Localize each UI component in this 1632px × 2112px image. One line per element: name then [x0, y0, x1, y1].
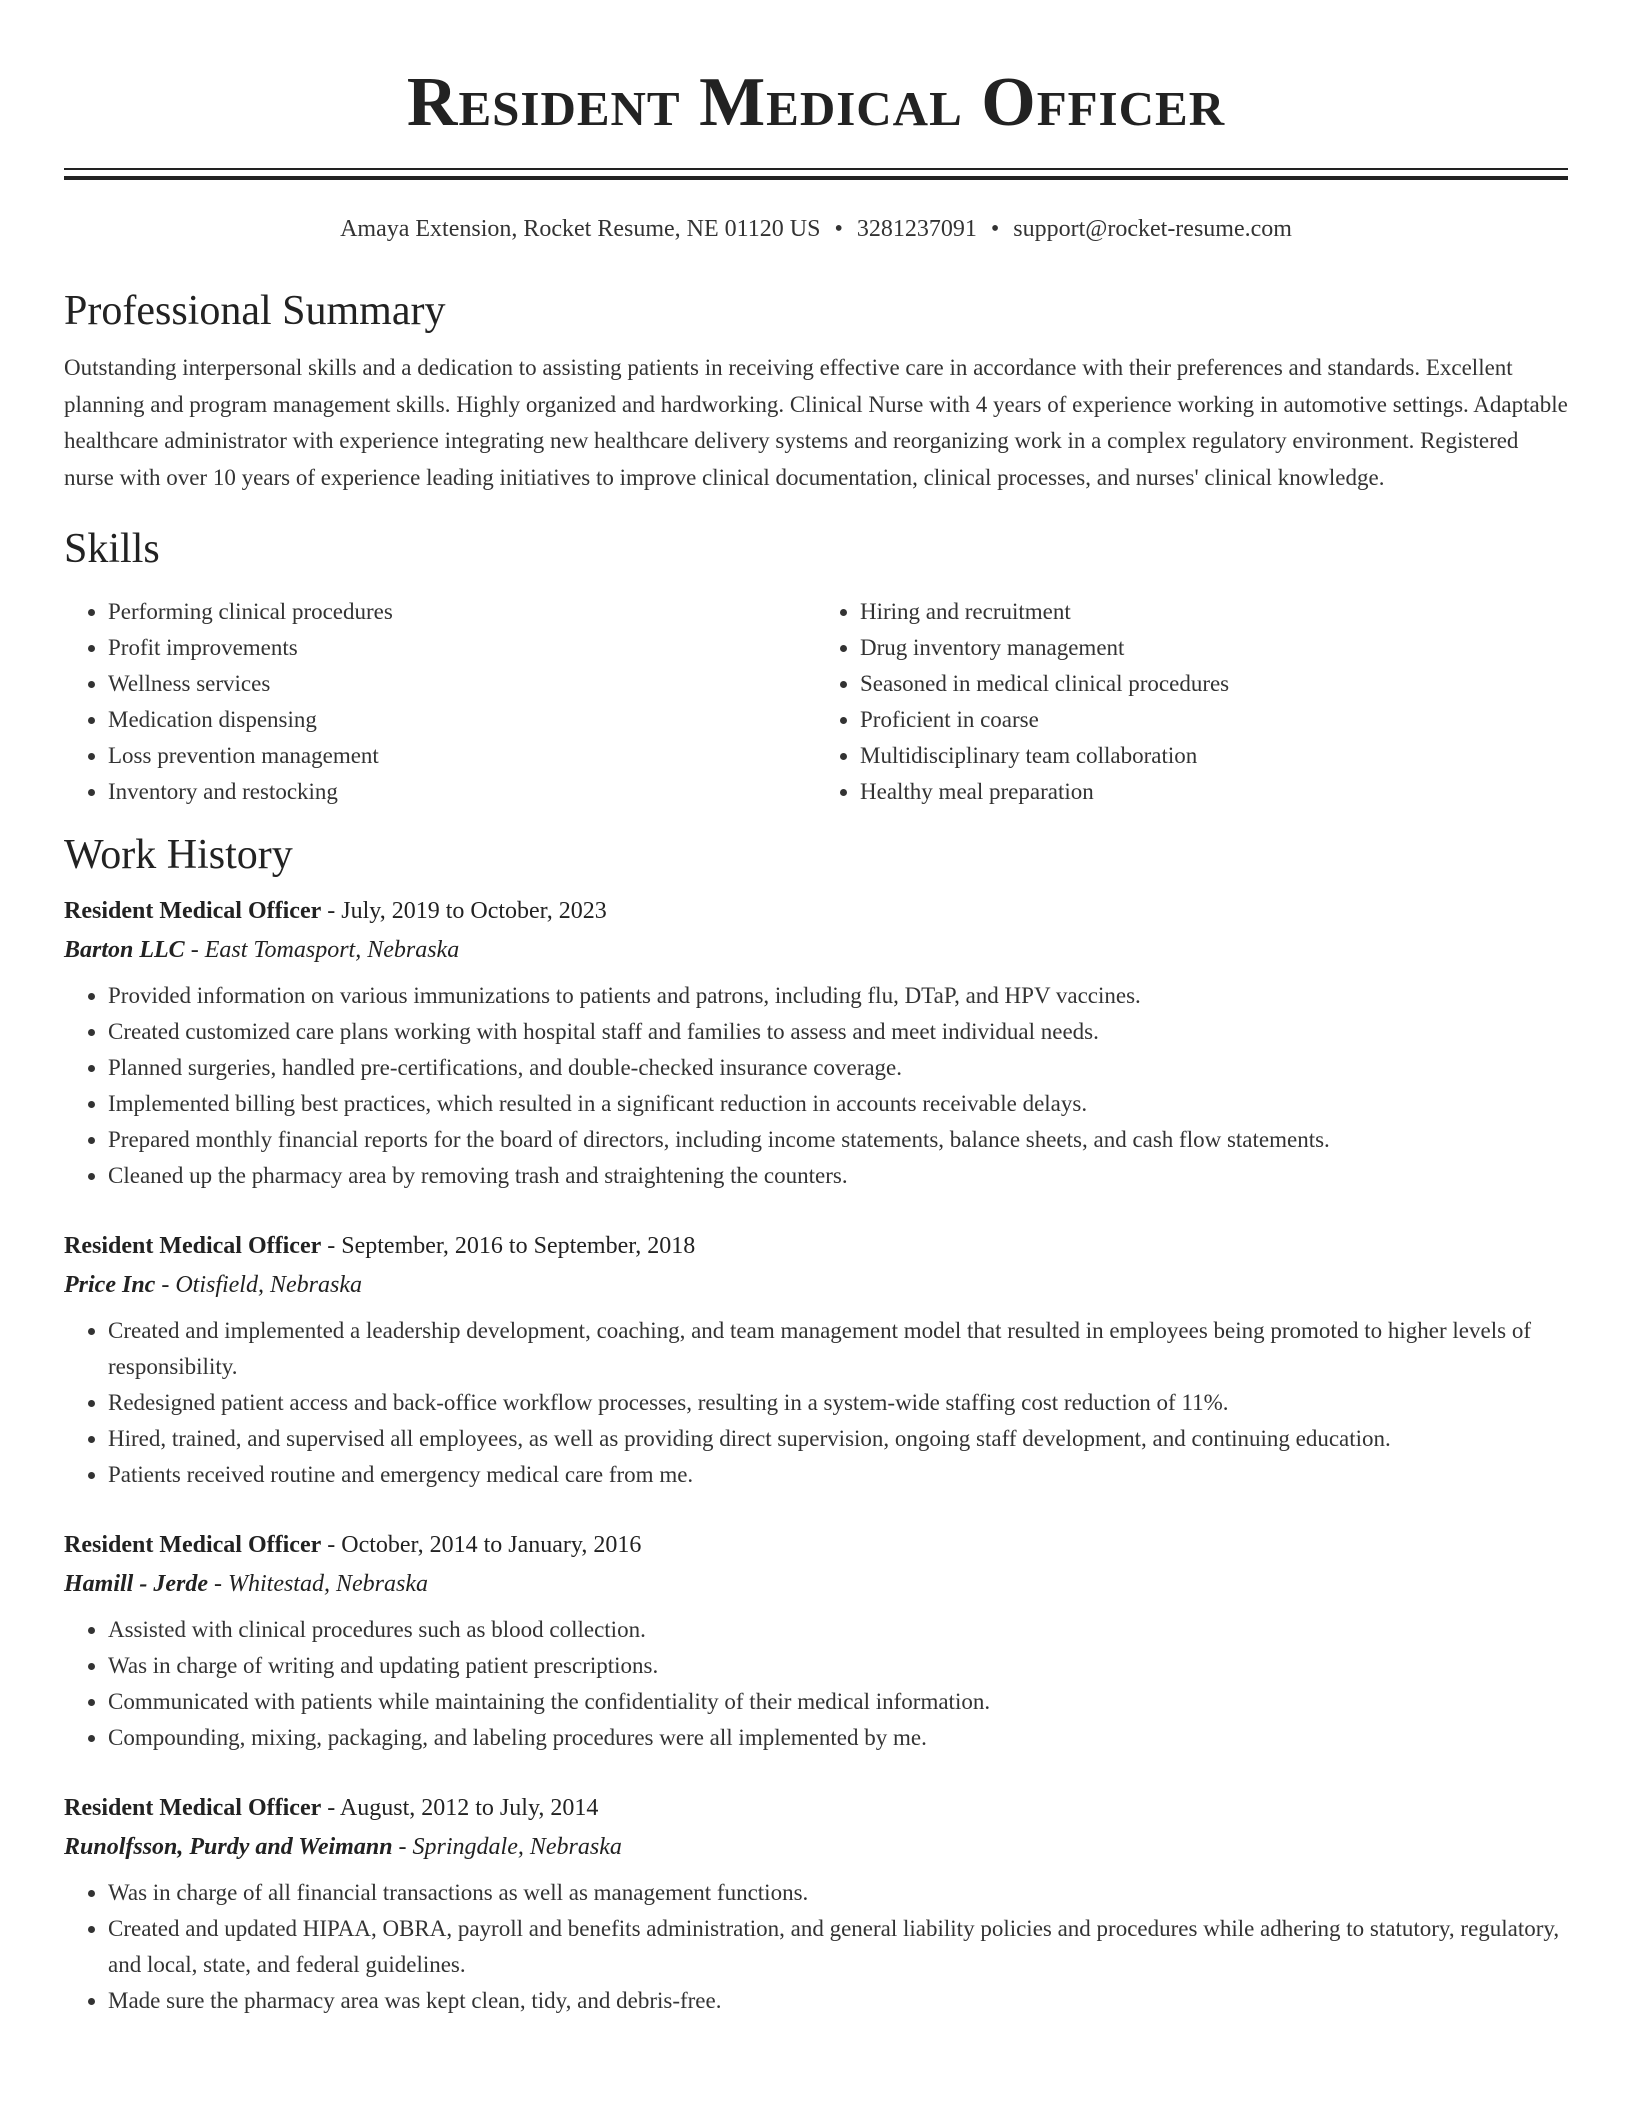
job-dash: -: [155, 1272, 176, 1298]
job-dash: -: [321, 1233, 342, 1259]
job-bullet: • Implemented billing best practices, which resulted in a significant reduction in accounts receivable delays.: [108, 1086, 1568, 1122]
contact-line: [64, 214, 1568, 244]
summary-text: Outstanding interpersonal skills and a dedication to assisting patients in receiving effective care in accordance with their preferences and standards. Excellent planning and program management skills. Highly organized and hardworking. Clinical Nurse with 4 years of experience working in automotive settings. Adaptable healthcare administrator with experience integrating new healthcare delivery systems and reorganizing work in a complex regulatory environment. Registered nurse with over 10 years of experience leading initiatives to improve clinical documentation, clinical processes, and nurses' clinical knowledge.: [64, 355, 1568, 490]
job-bullet: • Compounding, mixing, packaging, and labeling procedures were all implemented by me.: [108, 1720, 1568, 1756]
job-dates: August, 2012 to July, 2014: [339, 1795, 599, 1821]
skill-item: • Hiring and recruitment: [860, 594, 1568, 630]
job-company: Barton LLC: [64, 937, 185, 963]
job-company: Hamill - Jerde: [64, 1571, 208, 1597]
job-entry: [64, 892, 1568, 1194]
job-dash: -: [321, 898, 342, 924]
job-title-line: [64, 1526, 1568, 1564]
job-bullet: • Made sure the pharmacy area was kept clean, tidy, and debris-free.: [108, 1983, 1568, 2019]
work-history-heading: Work History: [64, 832, 293, 878]
job-bullet: • Cleaned up the pharmacy area by removing trash and straightening the counters.: [108, 1158, 1568, 1194]
job-bullet: • Patients received routine and emergency medical care from me.: [108, 1457, 1568, 1493]
job-bullet: • Assisted with clinical procedures such as blood collection.: [108, 1612, 1568, 1648]
job-company: Runolfsson, Purdy and Weimann: [64, 1834, 393, 1860]
skill-item: • Inventory and restocking: [108, 774, 816, 810]
summary-heading: Professional Summary: [64, 288, 446, 334]
job-dash: -: [184, 937, 205, 963]
skill-item: • Medication dispensing: [108, 702, 816, 738]
job-entry: [64, 1789, 1568, 2019]
job-company-line: [64, 1827, 1568, 1867]
job-dash: -: [321, 1532, 342, 1558]
job-location: Whitestad, Nebraska: [227, 1571, 428, 1597]
job-title: Resident Medical Officer: [64, 1532, 322, 1558]
job-bullets: [64, 978, 1568, 1194]
job-bullet: • Created customized care plans working with hospital staff and families to assess and meet individual needs.: [108, 1014, 1568, 1050]
job-bullet: • Communicated with patients while maintaining the confidentiality of their medical information.: [108, 1684, 1568, 1720]
skill-item: • Healthy meal preparation: [860, 774, 1568, 810]
skills-columns: [64, 594, 1568, 810]
job-bullets: [64, 1313, 1568, 1493]
skill-item: • Multidisciplinary team collaboration: [860, 738, 1568, 774]
job-bullet: • Created and implemented a leadership development, coaching, and team management model that resulted in employees being promoted to higher levels of responsibility.: [108, 1313, 1568, 1385]
job-bullet: • Planned surgeries, handled pre-certifications, and double-checked insurance coverage.: [108, 1050, 1568, 1086]
job-dates: October, 2014 to January, 2016: [341, 1532, 642, 1558]
job-dates: July, 2019 to October, 2023: [341, 898, 607, 924]
job-bullet: • Provided information on various immunizations to patients and patrons, including flu, DTaP, and HPV vaccines.: [108, 978, 1568, 1014]
skill-item: • Seasoned in medical clinical procedures: [860, 666, 1568, 702]
job-dash: -: [321, 1795, 340, 1821]
job-dash: -: [392, 1834, 413, 1860]
job-bullet: • Was in charge of all financial transactions as well as management functions.: [108, 1875, 1568, 1911]
job-bullet: • Was in charge of writing and updating patient prescriptions.: [108, 1648, 1568, 1684]
skill-item: • Drug inventory management: [860, 630, 1568, 666]
skills-section: [64, 524, 1568, 810]
job-entry: [64, 1227, 1568, 1493]
job-company-line: [64, 1564, 1568, 1604]
job-bullet: • Prepared monthly financial reports for the board of directors, including income statements, balance sheets, and cash flow statements.: [108, 1122, 1568, 1158]
skill-item: • Loss prevention management: [108, 738, 816, 774]
job-bullets: [64, 1612, 1568, 1756]
job-company-line: [64, 1265, 1568, 1305]
job-dash: -: [207, 1571, 228, 1597]
job-title-line: [64, 892, 1568, 930]
skill-item: • Performing clinical procedures: [108, 594, 816, 630]
job-title: Resident Medical Officer: [64, 1233, 322, 1259]
job-location: Springdale, Nebraska: [412, 1834, 622, 1860]
contact-address: Amaya Extension, Rocket Resume, NE 01120 US: [340, 216, 821, 242]
skill-item: • Profit improvements: [108, 630, 816, 666]
work-history-section: [64, 830, 1568, 2019]
summary-section: [64, 286, 1568, 496]
contact-email: support@rocket-resume.com: [1013, 216, 1292, 242]
job-company-line: [64, 930, 1568, 970]
resume-name: Resident Medical Officer: [406, 64, 1226, 141]
job-bullet: • Redesigned patient access and back-office workflow processes, resulting in a system-wide staffing cost reduction of 11%.: [108, 1385, 1568, 1421]
job-title-line: [64, 1227, 1568, 1265]
job-bullet: • Hired, trained, and supervised all employees, as well as providing direct supervision, ongoing staff development, and continuing education.: [108, 1421, 1568, 1457]
skill-item: • Wellness services: [108, 666, 816, 702]
header-rule-thick: [64, 176, 1568, 180]
job-title: Resident Medical Officer: [64, 1795, 322, 1821]
bullet-separator: •: [834, 216, 843, 242]
contact-phone: 3281237091: [856, 216, 977, 242]
job-entry: [64, 1526, 1568, 1756]
job-title: Resident Medical Officer: [64, 898, 322, 924]
skills-heading: Skills: [64, 526, 160, 572]
bullet-separator: •: [990, 216, 1000, 242]
skills-list-left: [64, 594, 816, 810]
job-title-line: [64, 1789, 1568, 1827]
job-bullets: [64, 1875, 1568, 2019]
job-location: East Tomasport, Nebraska: [204, 937, 460, 963]
skills-list-right: [816, 594, 1568, 810]
job-dates: September, 2016 to September, 2018: [341, 1233, 696, 1259]
job-location: Otisfield, Nebraska: [175, 1272, 362, 1298]
skill-item: • Proficient in coarse: [860, 702, 1568, 738]
job-bullet: • Created and updated HIPAA, OBRA, payroll and benefits administration, and general liability policies and procedures while adhering to statutory, regulatory, and local, state, and federal guidelines.: [108, 1911, 1568, 1983]
header-rule-thin: [64, 168, 1568, 170]
job-company: Price Inc: [64, 1272, 156, 1298]
